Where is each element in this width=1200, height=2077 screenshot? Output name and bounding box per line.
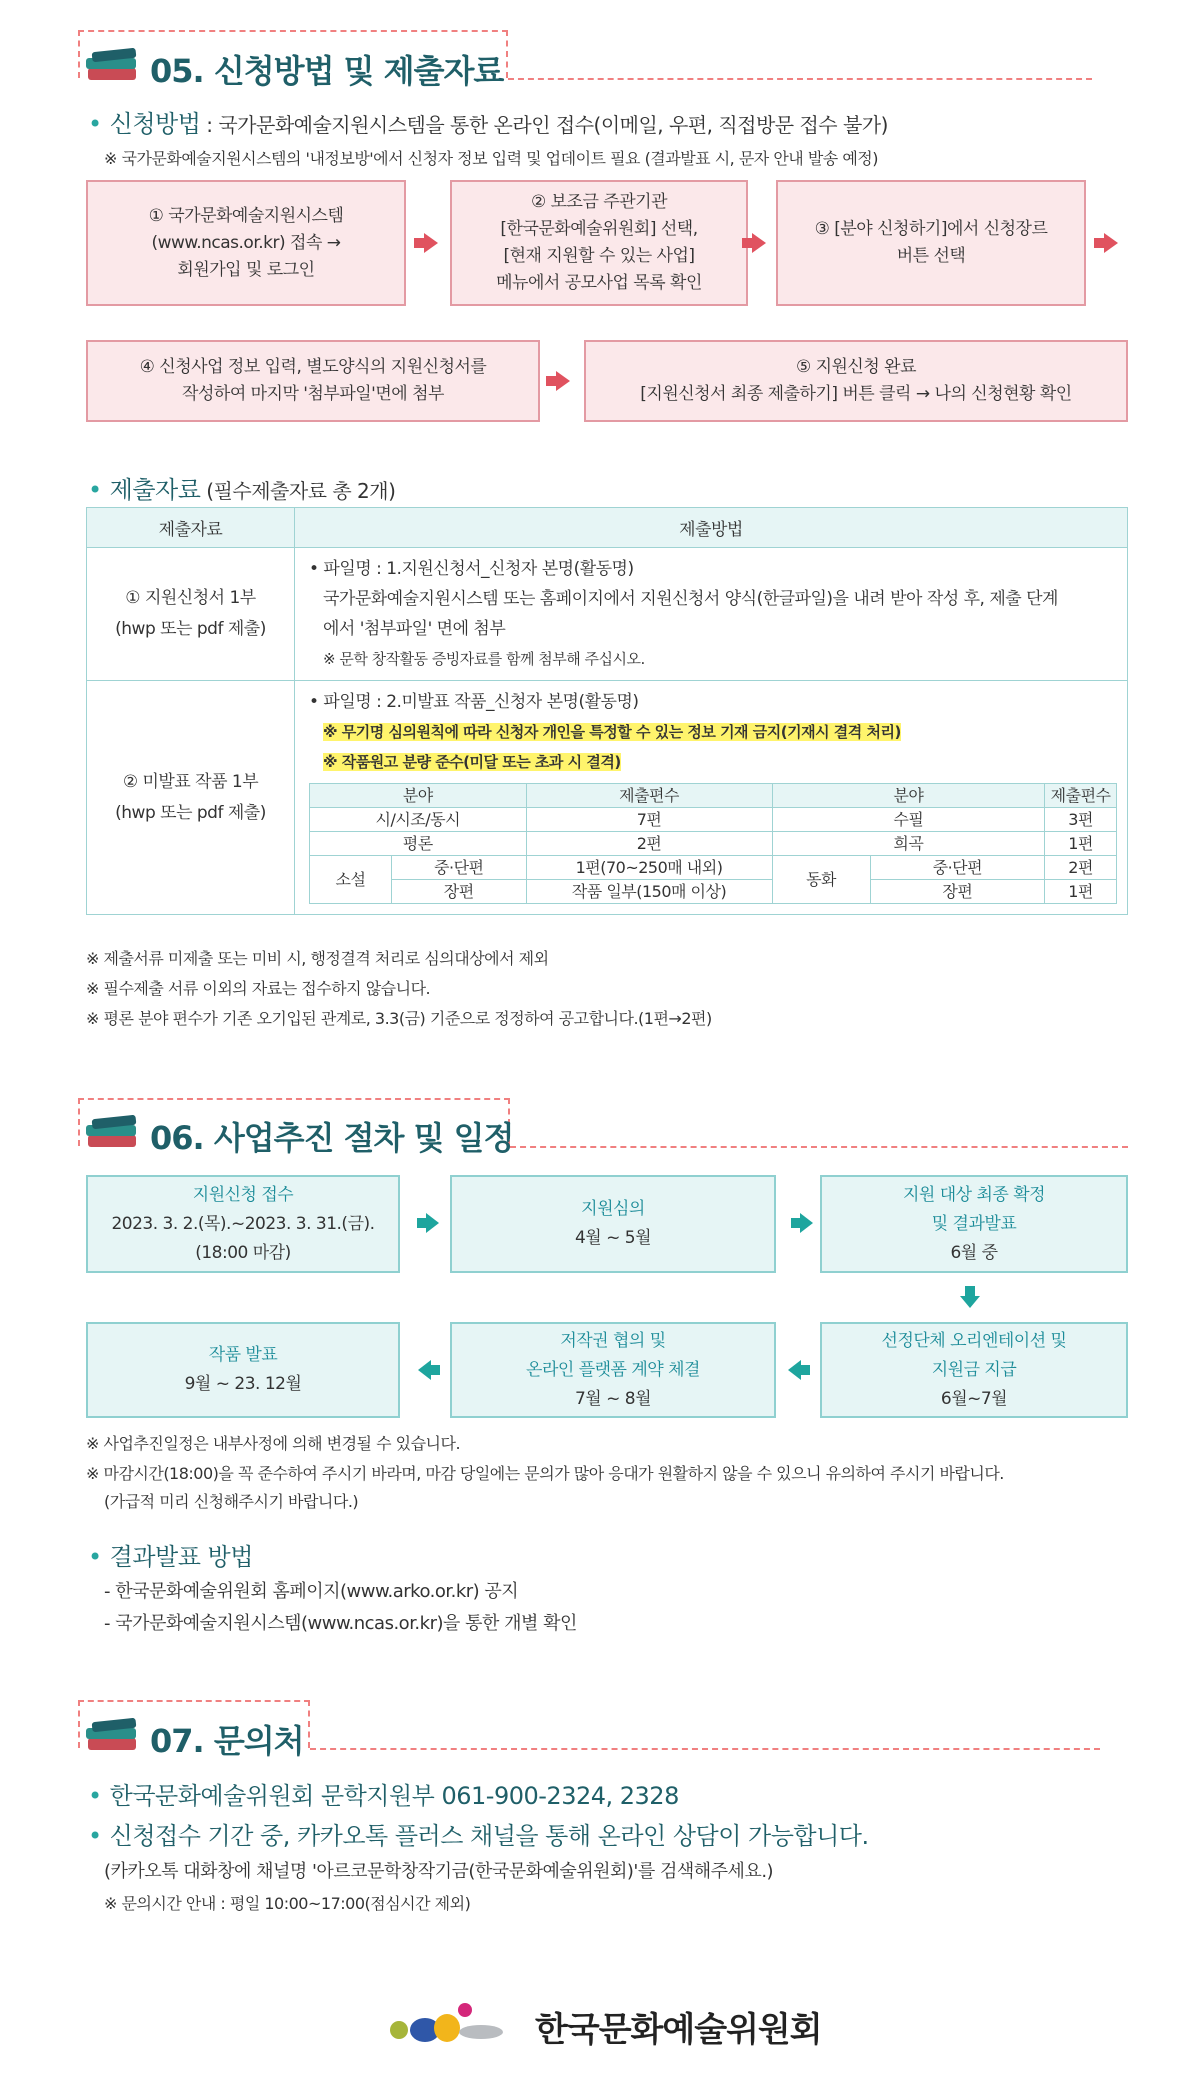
count-cell: 1편 [1045, 880, 1117, 904]
apply-step-5: ⑤ 지원신청 완료 [지원신청서 최종 제출하기] 버튼 클릭 → 나의 신청현황 확인 [584, 340, 1128, 422]
contact-line-2: • 신청접수 기간 중, 카카오톡 플러스 채널을 통해 온라인 상담이 가능합니다. [88, 1822, 869, 1850]
doc-1-label: ① 지원신청서 1부 (hwp 또는 pdf 제출) [87, 548, 295, 681]
schedule-step-5: 저작권 협의 및 온라인 플랫폼 계약 체결 7월 ~ 8월 [450, 1322, 776, 1418]
section-06-line [510, 1146, 1128, 1148]
schedule-note-3: (가급적 미리 신청해주시기 바랍니다.) [104, 1492, 359, 1511]
schedule-note-1: ※ 사업추진일정은 내부사정에 의해 변경될 수 있습니다. [86, 1434, 461, 1453]
count-cell: 작품 일부(150매 이상) [526, 880, 772, 904]
arrow-down-icon [960, 1296, 980, 1308]
arrow-right-icon [426, 1213, 439, 1233]
arrow-right-icon [752, 233, 766, 253]
count-cell: 2편 [1045, 856, 1117, 880]
genre-cell: 소설 [310, 856, 392, 904]
result-line-1: - 한국문화예술위원회 홈페이지(www.arko.or.kr) 공지 [104, 1581, 519, 1602]
schedule-step-2: 지원심의 4월 ~ 5월 [450, 1175, 776, 1273]
genre-cell: 장편 [392, 880, 527, 904]
highlight-note-1: ※ 무기명 심의원칙에 따라 신청자 개인을 특정할 수 있는 정보 기재 금지(기재시 결격 처리) [323, 723, 901, 741]
count-cell: 2편 [526, 832, 772, 856]
apply-step-3: ③ [분야 신청하기]에서 신청장르 버튼 선택 [776, 180, 1086, 306]
method-heading: • 신청방법 : 국가문화예술지원시스템을 통한 온라인 접수(이메일, 우편, 직접방문 접수 불가) [88, 110, 888, 138]
count-header: 제출편수 [526, 784, 772, 808]
arrow-right-icon [1104, 233, 1118, 253]
arrow-left-icon [418, 1360, 431, 1380]
doc-2-label: ② 미발표 작품 1부 (hwp 또는 pdf 제출) [87, 681, 295, 915]
genre-header: 분야 [310, 784, 527, 808]
docs-note-3: ※ 평론 분야 편수가 기존 오기입된 관계로, 3.3(금) 기준으로 정정하여 공고합니다.(1편→2편) [86, 1009, 712, 1028]
count-cell: 1편 [1045, 832, 1117, 856]
col-header-method: 제출방법 [295, 508, 1128, 548]
genre-cell: 평론 [310, 832, 527, 856]
doc-1-method: • 파일명 : 1.지원신청서_신청자 본명(활동명) 국가문화예술지원시스템 또는 홈페이지에서 지원신청서 양식(한글파일)을 내려 받아 작성 후, 제출 단계 에서 '첨부파일' 면에 첨부 ※ 문학 창작활동 증빙자료를 함께 첨부해 주십시오. [295, 548, 1128, 681]
count-header: 제출편수 [1045, 784, 1117, 808]
genre-cell: 수필 [772, 808, 1045, 832]
schedule-note-2: ※ 마감시간(18:00)을 꼭 준수하여 주시기 바라며, 마감 당일에는 문의가 많아 응대가 원활하지 않을 수 있으니 유의하여 주시기 바랍니다. [86, 1464, 1004, 1483]
section-05-title: 05. 신청방법 및 제출자료 [150, 52, 504, 90]
doc-2-method: • 파일명 : 2.미발표 작품_신청자 본명(활동명) ※ 무기명 심의원칙에 따라 신청자 개인을 특정할 수 있는 정보 기재 금지(기재시 결격 처리) ※ 작품원고 분량 준수(미달 또는 초과 시 결격) 분야 제출편수 분야 제출편수 시/시조/동시 7편 수필 3편 평론 2편 희곡 1편 소설 중·단편 1편(70~250매 내외) 동화 중·단편 2편 장편 작품 일부(150매 이상) 장편 1편 [295, 681, 1128, 915]
books-icon [84, 1718, 140, 1752]
section-07-title: 07. 문의처 [150, 1722, 304, 1760]
genre-table [309, 783, 1117, 904]
docs-heading: • 제출자료 (필수제출자료 총 2개) [88, 476, 396, 504]
arko-logo-text: 한국문화예술위원회 [535, 2010, 822, 2050]
genre-cell: 중·단편 [870, 856, 1045, 880]
schedule-step-6: 작품 발표 9월 ~ 23. 12월 [86, 1322, 400, 1418]
contact-line-3: (카카오톡 대화창에 채널명 '아르코문학창작기금(한국문화예술위원회)'를 검색해주세요.) [104, 1861, 774, 1882]
arrow-right-icon [556, 371, 570, 391]
section-06-title: 06. 사업추진 절차 및 일정 [150, 1119, 514, 1157]
method-note: ※ 국가문화예술지원시스템의 '내정보방'에서 신청자 정보 입력 및 업데이트 필요 (결과발표 시, 문자 안내 발송 예정) [104, 149, 878, 168]
contact-line-4: ※ 문의시간 안내 : 평일 10:00~17:00(점심시간 제외) [104, 1894, 471, 1913]
genre-cell: 동화 [772, 856, 870, 904]
count-cell: 3편 [1045, 808, 1117, 832]
result-line-2: - 국가문화예술지원시스템(www.ncas.or.kr)을 통한 개별 확인 [104, 1613, 577, 1634]
highlight-note-2: ※ 작품원고 분량 준수(미달 또는 초과 시 결격) [323, 753, 621, 771]
arrow-left-icon [788, 1360, 801, 1380]
apply-step-4: ④ 신청사업 정보 입력, 별도양식의 지원신청서를 작성하여 마지막 '첨부파일'면에 첨부 [86, 340, 540, 422]
genre-cell: 희곡 [772, 832, 1045, 856]
schedule-step-1: 지원신청 접수 2023. 3. 2.(목).~2023. 3. 31.(금). (18:00 마감) [86, 1175, 400, 1273]
genre-cell: 시/시조/동시 [310, 808, 527, 832]
count-cell: 7편 [526, 808, 772, 832]
genre-cell: 중·단편 [392, 856, 527, 880]
section-05-line [508, 78, 1092, 80]
books-icon [84, 1115, 140, 1149]
apply-step-1: ① 국가문화예술지원시스템 (www.ncas.or.kr) 접속 → 회원가입 및 로그인 [86, 180, 406, 306]
arko-logo-mark [385, 2000, 525, 2048]
arrow-right-icon [800, 1213, 813, 1233]
count-cell: 1편(70~250매 내외) [526, 856, 772, 880]
schedule-step-4: 선정단체 오리엔테이션 및 지원금 지급 6월~7월 [820, 1322, 1128, 1418]
docs-note-2: ※ 필수제출 서류 이외의 자료는 접수하지 않습니다. [86, 979, 431, 998]
arrow-right-icon [424, 233, 438, 253]
genre-cell: 장편 [870, 880, 1045, 904]
apply-step-2: ② 보조금 주관기관 [한국문화예술위원회] 선택, [현재 지원할 수 있는 사업] 메뉴에서 공모사업 목록 확인 [450, 180, 748, 306]
submission-table [86, 507, 1128, 915]
docs-note-1: ※ 제출서류 미제출 또는 미비 시, 행정결격 처리로 심의대상에서 제외 [86, 949, 549, 968]
col-header-docs: 제출자료 [87, 508, 295, 548]
schedule-step-3: 지원 대상 최종 확정 및 결과발표 6월 중 [820, 1175, 1128, 1273]
result-heading: • 결과발표 방법 [88, 1543, 253, 1571]
section-07-line [310, 1748, 1100, 1750]
genre-header: 분야 [772, 784, 1045, 808]
contact-line-1: • 한국문화예술위원회 문학지원부 061-900-2324, 2328 [88, 1782, 679, 1810]
books-icon [84, 48, 140, 82]
